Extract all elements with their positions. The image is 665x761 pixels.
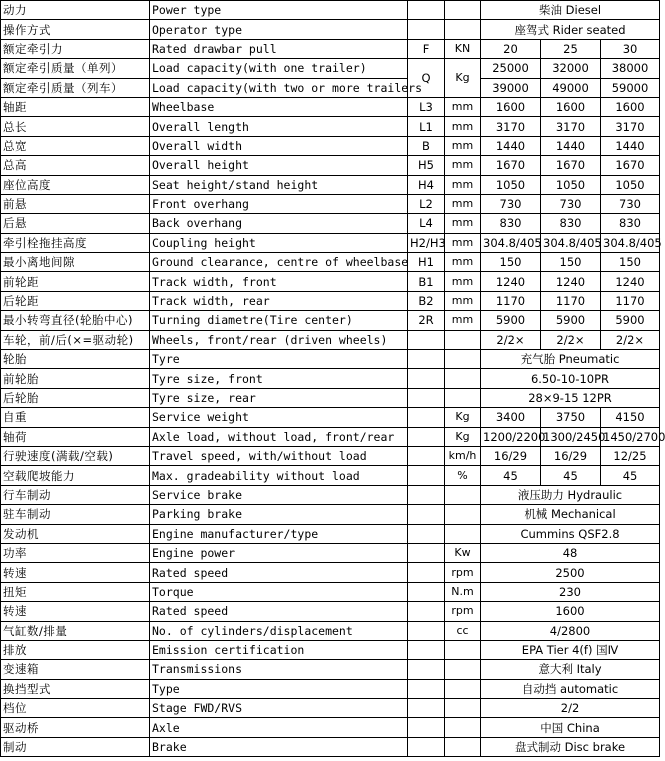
chinese-label-cell: 额定牵引力 xyxy=(1,39,150,58)
english-label-cell: Rated speed xyxy=(150,563,408,582)
value-cell: 3400 xyxy=(481,408,541,427)
merged-value-cell: 座驾式 Rider seated xyxy=(481,20,660,39)
english-label-cell: Turning diametre(Tire center) xyxy=(150,311,408,330)
english-label-cell: Operator type xyxy=(150,20,408,39)
chinese-label-cell: 总宽 xyxy=(1,136,150,155)
spec-row xyxy=(1,156,660,175)
english-label-cell: Overall length xyxy=(150,117,408,136)
value-cell: 5900 xyxy=(541,311,601,330)
spec-row xyxy=(1,699,660,718)
symbol-cell: 2R xyxy=(408,311,445,330)
symbol-cell xyxy=(408,582,445,601)
spec-row xyxy=(1,485,660,504)
chinese-label-cell: 轮胎 xyxy=(1,350,150,369)
spec-row xyxy=(1,97,660,116)
chinese-label-cell: 转速 xyxy=(1,563,150,582)
spec-row xyxy=(1,1,660,20)
unit-cell: Kg xyxy=(445,408,481,427)
symbol-cell xyxy=(408,621,445,640)
symbol-cell: F xyxy=(408,39,445,58)
spec-row xyxy=(1,505,660,524)
spec-row xyxy=(1,446,660,465)
chinese-label-cell: 前轮距 xyxy=(1,272,150,291)
spec-row xyxy=(1,408,660,427)
symbol-cell: L1 xyxy=(408,117,445,136)
english-label-cell: Load capacity(with two or more trailers xyxy=(150,78,408,97)
value-cell: 730 xyxy=(601,194,660,213)
chinese-label-cell: 排放 xyxy=(1,640,150,659)
spec-row xyxy=(1,20,660,39)
value-cell: 39000 xyxy=(481,78,541,97)
spec-row xyxy=(1,582,660,601)
english-label-cell: Overall height xyxy=(150,156,408,175)
chinese-label-cell: 换挡型式 xyxy=(1,679,150,698)
chinese-label-cell: 座位高度 xyxy=(1,175,150,194)
spec-row xyxy=(1,253,660,272)
symbol-cell xyxy=(408,408,445,427)
symbol-cell xyxy=(408,427,445,446)
english-label-cell: Power type xyxy=(150,1,408,20)
value-cell: 1170 xyxy=(481,291,541,310)
merged-value-cell: 6.50-10-10PR xyxy=(481,369,660,388)
chinese-label-cell: 额定牵引质量（列车） xyxy=(1,78,150,97)
merged-value-cell: 4/2800 xyxy=(481,621,660,640)
chinese-label-cell: 最小转弯直径(轮胎中心) xyxy=(1,311,150,330)
unit-cell xyxy=(445,369,481,388)
symbol-cell: L4 xyxy=(408,214,445,233)
english-label-cell: Axle xyxy=(150,718,408,737)
english-label-cell: Ground clearance, centre of wheelbase xyxy=(150,253,408,272)
spec-row xyxy=(1,136,660,155)
chinese-label-cell: 最小离地间隙 xyxy=(1,253,150,272)
value-cell: 730 xyxy=(481,194,541,213)
english-label-cell: Stage FWD/RVS xyxy=(150,699,408,718)
symbol-cell xyxy=(408,505,445,524)
value-cell: 1170 xyxy=(541,291,601,310)
spec-row xyxy=(1,602,660,621)
value-cell: 730 xyxy=(541,194,601,213)
value-cell: 1440 xyxy=(541,136,601,155)
chinese-label-cell: 后悬 xyxy=(1,214,150,233)
chinese-label-cell: 行车制动 xyxy=(1,485,150,504)
symbol-cell xyxy=(408,699,445,718)
value-cell: 1240 xyxy=(541,272,601,291)
value-cell: 1200/2200 xyxy=(481,427,541,446)
spec-row xyxy=(1,59,660,78)
unit-cell: mm xyxy=(445,97,481,116)
english-label-cell: Emission certification xyxy=(150,640,408,659)
english-label-cell: Tyre xyxy=(150,350,408,369)
english-label-cell: Max. gradeability without load xyxy=(150,466,408,485)
spec-row xyxy=(1,679,660,698)
value-cell: 16/29 xyxy=(481,446,541,465)
english-label-cell: Parking brake xyxy=(150,505,408,524)
value-cell: 304.8/405 xyxy=(541,233,601,252)
value-cell: 1050 xyxy=(601,175,660,194)
english-label-cell: Load capacity(with one trailer) xyxy=(150,59,408,78)
value-cell: 150 xyxy=(601,253,660,272)
english-label-cell: Brake xyxy=(150,737,408,756)
symbol-cell xyxy=(408,737,445,756)
value-cell: 16/29 xyxy=(541,446,601,465)
unit-cell: mm xyxy=(445,311,481,330)
spec-row xyxy=(1,640,660,659)
spec-row xyxy=(1,350,660,369)
unit-cell: Kw xyxy=(445,543,481,562)
spec-row xyxy=(1,621,660,640)
spec-row xyxy=(1,524,660,543)
value-cell: 38000 xyxy=(601,59,660,78)
value-cell: 30 xyxy=(601,39,660,58)
english-label-cell: Front overhang xyxy=(150,194,408,213)
chinese-label-cell: 前悬 xyxy=(1,194,150,213)
english-label-cell: Coupling height xyxy=(150,233,408,252)
chinese-label-cell: 变速箱 xyxy=(1,660,150,679)
unit-cell: mm xyxy=(445,194,481,213)
merged-value-cell: 48 xyxy=(481,543,660,562)
spec-row xyxy=(1,330,660,349)
value-cell: 3170 xyxy=(541,117,601,136)
chinese-label-cell: 档位 xyxy=(1,699,150,718)
value-cell: 20 xyxy=(481,39,541,58)
unit-cell xyxy=(445,485,481,504)
merged-value-cell: 液压助力 Hydraulic xyxy=(481,485,660,504)
value-cell: 1170 xyxy=(601,291,660,310)
value-cell: 59000 xyxy=(601,78,660,97)
value-cell: 1440 xyxy=(601,136,660,155)
unit-cell: mm xyxy=(445,272,481,291)
chinese-label-cell: 前轮胎 xyxy=(1,369,150,388)
chinese-label-cell: 制动 xyxy=(1,737,150,756)
english-label-cell: Tyre size, front xyxy=(150,369,408,388)
unit-cell: mm xyxy=(445,136,481,155)
unit-cell: KN xyxy=(445,39,481,58)
english-label-cell: Travel speed, with/without load xyxy=(150,446,408,465)
english-label-cell: Service weight xyxy=(150,408,408,427)
value-cell: 150 xyxy=(541,253,601,272)
symbol-cell: B xyxy=(408,136,445,155)
symbol-cell: B2 xyxy=(408,291,445,310)
value-cell: 304.8/405 xyxy=(601,233,660,252)
value-cell: 830 xyxy=(481,214,541,233)
unit-cell xyxy=(445,737,481,756)
value-cell: 1600 xyxy=(601,97,660,116)
value-cell: 4150 xyxy=(601,408,660,427)
unit-cell: N.m xyxy=(445,582,481,601)
symbol-cell xyxy=(408,640,445,659)
chinese-label-cell: 总高 xyxy=(1,156,150,175)
english-label-cell: Seat height/stand height xyxy=(150,175,408,194)
value-cell: 304.8/405 xyxy=(481,233,541,252)
spec-row xyxy=(1,117,660,136)
chinese-label-cell: 气缸数/排量 xyxy=(1,621,150,640)
unit-cell: cc xyxy=(445,621,481,640)
english-label-cell: Tyre size, rear xyxy=(150,388,408,407)
value-cell: 49000 xyxy=(541,78,601,97)
english-label-cell: Service brake xyxy=(150,485,408,504)
chinese-label-cell: 功率 xyxy=(1,543,150,562)
merged-value-cell: 230 xyxy=(481,582,660,601)
value-cell: 2/2× xyxy=(541,330,601,349)
unit-cell: rpm xyxy=(445,563,481,582)
spec-table-body xyxy=(1,1,665,757)
symbol-cell: H2/H3 xyxy=(408,233,445,252)
symbol-cell xyxy=(408,20,445,39)
value-cell: 1600 xyxy=(541,97,601,116)
value-cell: 150 xyxy=(481,253,541,272)
spec-row xyxy=(1,175,660,194)
symbol-cell xyxy=(408,350,445,369)
value-cell: 1670 xyxy=(601,156,660,175)
chinese-label-cell: 轴距 xyxy=(1,97,150,116)
spec-row xyxy=(1,718,660,737)
spec-row xyxy=(1,39,660,58)
unit-cell: mm xyxy=(445,253,481,272)
spec-row xyxy=(1,543,660,562)
unit-cell: rpm xyxy=(445,602,481,621)
english-label-cell: Wheels, front/rear (driven wheels) xyxy=(150,330,408,349)
chinese-label-cell: 动力 xyxy=(1,1,150,20)
value-cell: 5900 xyxy=(601,311,660,330)
symbol-cell xyxy=(408,330,445,349)
spec-row xyxy=(1,660,660,679)
unit-cell: mm xyxy=(445,291,481,310)
english-label-cell: Torque xyxy=(150,582,408,601)
unit-cell: mm xyxy=(445,214,481,233)
merged-value-cell: 自动挡 automatic xyxy=(481,679,660,698)
english-label-cell: Back overhang xyxy=(150,214,408,233)
symbol-cell: B1 xyxy=(408,272,445,291)
unit-cell xyxy=(445,505,481,524)
chinese-label-cell: 自重 xyxy=(1,408,150,427)
value-cell: 830 xyxy=(541,214,601,233)
unit-cell xyxy=(445,699,481,718)
value-cell: 1240 xyxy=(481,272,541,291)
english-label-cell: Rated drawbar pull xyxy=(150,39,408,58)
merged-value-cell: 2500 xyxy=(481,563,660,582)
chinese-label-cell: 发动机 xyxy=(1,524,150,543)
unit-cell: Kg xyxy=(445,59,481,98)
unit-cell: mm xyxy=(445,156,481,175)
value-cell: 45 xyxy=(481,466,541,485)
merged-value-cell: EPA Tier 4(f) 国Ⅳ xyxy=(481,640,660,659)
value-cell: 1240 xyxy=(601,272,660,291)
chinese-label-cell: 轴荷 xyxy=(1,427,150,446)
value-cell: 2/2× xyxy=(601,330,660,349)
value-cell: 1450/2700 xyxy=(601,427,660,446)
merged-value-cell: 28×9-15 12PR xyxy=(481,388,660,407)
english-label-cell: Engine manufacturer/type xyxy=(150,524,408,543)
merged-value-cell: 意大利 Italy xyxy=(481,660,660,679)
symbol-cell: L2 xyxy=(408,194,445,213)
unit-cell xyxy=(445,330,481,349)
spec-row xyxy=(1,214,660,233)
spec-row xyxy=(1,291,660,310)
symbol-cell xyxy=(408,446,445,465)
spec-row xyxy=(1,194,660,213)
merged-value-cell: Cummins QSF2.8 xyxy=(481,524,660,543)
value-cell: 45 xyxy=(541,466,601,485)
symbol-cell xyxy=(408,602,445,621)
spec-row xyxy=(1,311,660,330)
value-cell: 1670 xyxy=(481,156,541,175)
english-label-cell: Wheelbase xyxy=(150,97,408,116)
merged-value-cell: 盘式制动 Disc brake xyxy=(481,737,660,756)
unit-cell xyxy=(445,350,481,369)
english-label-cell: Track width, rear xyxy=(150,291,408,310)
value-cell: 25 xyxy=(541,39,601,58)
english-label-cell: Track width, front xyxy=(150,272,408,291)
unit-cell: Kg xyxy=(445,427,481,446)
spec-row xyxy=(1,233,660,252)
value-cell: 1600 xyxy=(481,97,541,116)
unit-cell: mm xyxy=(445,175,481,194)
spec-row xyxy=(1,737,660,756)
symbol-cell xyxy=(408,485,445,504)
english-label-cell: Overall width xyxy=(150,136,408,155)
symbol-cell: H4 xyxy=(408,175,445,194)
symbol-cell xyxy=(408,679,445,698)
unit-cell xyxy=(445,640,481,659)
spec-row xyxy=(1,427,660,446)
symbol-cell xyxy=(408,1,445,20)
chinese-label-cell: 驻车制动 xyxy=(1,505,150,524)
chinese-label-cell: 后轮胎 xyxy=(1,388,150,407)
spec-row xyxy=(1,466,660,485)
symbol-cell xyxy=(408,660,445,679)
symbol-cell xyxy=(408,388,445,407)
symbol-cell: H5 xyxy=(408,156,445,175)
chinese-label-cell: 车轮，前/后(×=驱动轮) xyxy=(1,330,150,349)
unit-cell: mm xyxy=(445,233,481,252)
value-cell: 3170 xyxy=(481,117,541,136)
value-cell: 1050 xyxy=(541,175,601,194)
chinese-label-cell: 牵引栓拖挂高度 xyxy=(1,233,150,252)
english-label-cell: Type xyxy=(150,679,408,698)
symbol-cell: Q xyxy=(408,59,445,98)
value-cell: 45 xyxy=(601,466,660,485)
unit-cell: % xyxy=(445,466,481,485)
symbol-cell: H1 xyxy=(408,253,445,272)
value-cell: 1440 xyxy=(481,136,541,155)
unit-cell xyxy=(445,1,481,20)
unit-cell xyxy=(445,20,481,39)
chinese-label-cell: 总长 xyxy=(1,117,150,136)
symbol-cell xyxy=(408,718,445,737)
value-cell: 3170 xyxy=(601,117,660,136)
spec-row xyxy=(1,369,660,388)
unit-cell xyxy=(445,718,481,737)
symbol-cell xyxy=(408,369,445,388)
english-label-cell: Axle load, without load, front/rear xyxy=(150,427,408,446)
value-cell: 32000 xyxy=(541,59,601,78)
merged-value-cell: 机械 Mechanical xyxy=(481,505,660,524)
english-label-cell: Rated speed xyxy=(150,602,408,621)
spec-row xyxy=(1,78,660,97)
unit-cell xyxy=(445,660,481,679)
unit-cell xyxy=(445,388,481,407)
chinese-label-cell: 驱动桥 xyxy=(1,718,150,737)
merged-value-cell: 2/2 xyxy=(481,699,660,718)
unit-cell: km/h xyxy=(445,446,481,465)
merged-value-cell: 中国 China xyxy=(481,718,660,737)
english-label-cell: Engine power xyxy=(150,543,408,562)
chinese-label-cell: 转速 xyxy=(1,602,150,621)
value-cell: 1050 xyxy=(481,175,541,194)
symbol-cell xyxy=(408,563,445,582)
spec-row xyxy=(1,388,660,407)
symbol-cell xyxy=(408,543,445,562)
value-cell: 1300/2450 xyxy=(541,427,601,446)
spec-row xyxy=(1,272,660,291)
merged-value-cell: 充气胎 Pneumatic xyxy=(481,350,660,369)
value-cell: 3750 xyxy=(541,408,601,427)
symbol-cell xyxy=(408,466,445,485)
chinese-label-cell: 操作方式 xyxy=(1,20,150,39)
value-cell: 830 xyxy=(601,214,660,233)
unit-cell: mm xyxy=(445,117,481,136)
merged-value-cell: 柴油 Diesel xyxy=(481,1,660,20)
chinese-label-cell: 后轮距 xyxy=(1,291,150,310)
symbol-cell xyxy=(408,524,445,543)
value-cell: 2/2× xyxy=(481,330,541,349)
value-cell: 1670 xyxy=(541,156,601,175)
chinese-label-cell: 扭矩 xyxy=(1,582,150,601)
symbol-cell: L3 xyxy=(408,97,445,116)
value-cell: 25000 xyxy=(481,59,541,78)
english-label-cell: Transmissions xyxy=(150,660,408,679)
unit-cell xyxy=(445,679,481,698)
merged-value-cell: 1600 xyxy=(481,602,660,621)
unit-cell xyxy=(445,524,481,543)
english-label-cell: No. of cylinders/displacement xyxy=(150,621,408,640)
chinese-label-cell: 空载爬坡能力 xyxy=(1,466,150,485)
value-cell: 5900 xyxy=(481,311,541,330)
value-cell: 12/25 xyxy=(601,446,660,465)
chinese-label-cell: 额定牵引质量（单列） xyxy=(1,59,150,78)
chinese-label-cell: 行驶速度(满载/空载) xyxy=(1,446,150,465)
spec-row xyxy=(1,563,660,582)
